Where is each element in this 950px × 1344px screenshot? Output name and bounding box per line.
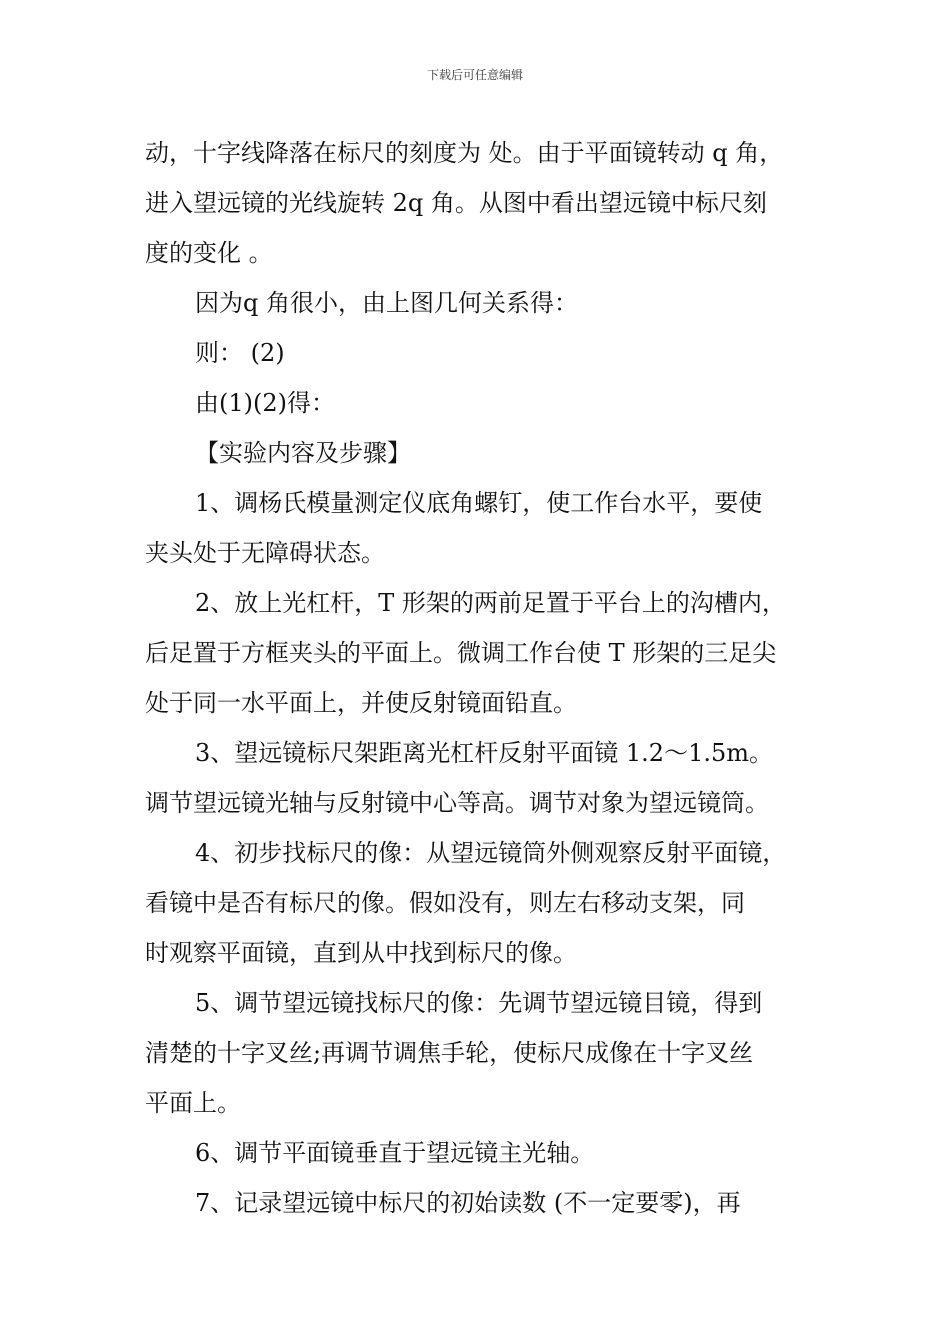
text-line: 处于同一水平面上，并使反射镜面铅直。: [145, 689, 577, 717]
text-line: 3、望远镜标尺架距离光杠杆反射平面镜 1.2～1.5m。: [195, 739, 773, 767]
text-line: 则： (2): [195, 339, 285, 367]
page-header: 下载后可任意编辑: [426, 68, 523, 82]
text-line: 平面上。: [145, 1089, 241, 1117]
document-body: [145, 128, 825, 1228]
text-line: 时观察平面镜，直到从中找到标尺的像。: [145, 939, 577, 967]
text-line: 调节望远镜光轴与反射镜中心等高。调节对象为望远镜筒。: [145, 789, 769, 817]
text-line: 5、调节望远镜找标尺的像：先调节望远镜目镜，得到: [195, 989, 763, 1017]
text-line: 清楚的十字叉丝;再调节调焦手轮，使标尺成像在十字叉丝: [145, 1039, 754, 1067]
text-line: 看镜中是否有标尺的像。假如没有，则左右移动支架，同: [145, 889, 745, 917]
text-line: 度的变化 。: [145, 239, 273, 267]
text-line: 2、放上光杠杆，T 形架的两前足置于平台上的沟槽内，: [195, 589, 786, 617]
text-line: 夹头处于无障碍状态。: [145, 539, 385, 567]
text-line: 6、调节平面镜垂直于望远镜主光轴。: [195, 1139, 595, 1167]
text-line: 由(1)(2)得：: [195, 389, 335, 417]
text-line: 动，十字线降落在标尺的刻度为 处。由于平面镜转动 q 角，: [145, 139, 784, 167]
text-line: 进入望远镜的光线旋转 2q 角。从图中看出望远镜中标尺刻: [145, 189, 767, 217]
text-line: 后足置于方框夹头的平面上。微调工作台使 T 形架的三足尖: [145, 639, 777, 667]
text-line: 4、初步找标尺的像：从望远镜筒外侧观察反射平面镜，: [195, 839, 787, 867]
text-line: 1、调杨氏模量测定仪底角螺钉，使工作台水平，要使: [195, 489, 763, 517]
text-line: 7、记录望远镜中标尺的初始读数 (不一定要零)，再: [195, 1189, 741, 1217]
text-line: 因为q 角很小，由上图几何关系得：: [195, 289, 578, 317]
section-heading: 【实验内容及步骤】: [195, 439, 411, 467]
